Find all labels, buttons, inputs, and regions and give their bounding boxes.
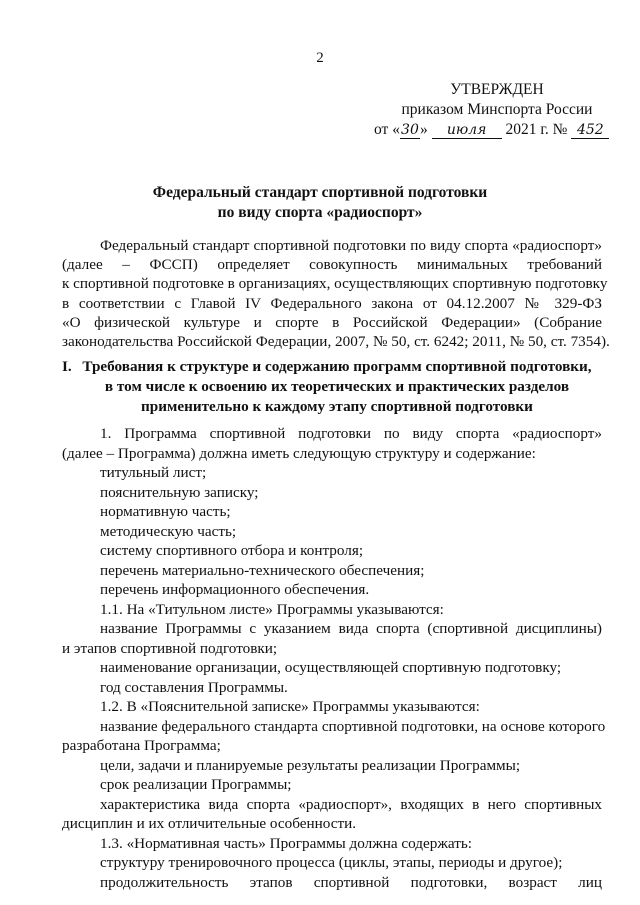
approval-order: приказом Минспорта России (401, 101, 593, 118)
body-line: год составления Программы. (100, 678, 288, 696)
date-month-handwritten: июля (432, 123, 502, 139)
title-line-2: по виду спорта «радиоспорт» (217, 204, 423, 221)
body-line: систему спортивного отбора и контроля; (100, 542, 364, 559)
body-line: 1.2. В «Пояснительной записке» Программы указываются: (100, 698, 480, 715)
body-line: срок реализации Программы; (100, 776, 292, 793)
page-number: 2 (316, 50, 324, 66)
body-line: название федерального стандарта спортивной подготовки, на основе которого (100, 717, 606, 735)
section-title-line: применительно к каждому этапу спортивной подготовки (141, 398, 533, 415)
date-prefix: от « (374, 121, 400, 138)
body-line: цели, задачи и планируемые результаты реализации Программы; (100, 756, 521, 774)
intro-line: Федеральный стандарт спортивной подготовки по виду спорта «радиоспорт» (100, 237, 602, 254)
approval-date-line (372, 120, 622, 140)
body-line: 1. Программа спортивной подготовки по виду спорта «радиоспорт» (100, 425, 602, 442)
body-line: нормативную часть; (100, 503, 231, 520)
date-day-handwritten: 30 (401, 122, 419, 138)
intro-line: «О физической культуре и спорте в Российской Федерации» (Собрание (62, 313, 602, 331)
intro-paragraph (62, 236, 610, 351)
body-line: структуру тренировочного процесса (циклы, этапы, периоды и другое); (100, 854, 563, 871)
body-line: перечень материально-технического обеспечения; (100, 561, 425, 579)
section-number: I. (62, 358, 72, 375)
body-line: характеристика вида спорта «радиоспорт», входящих в него спортивных (100, 795, 602, 813)
body-line: наименование организации, осуществляющей спортивную подготовку; (100, 659, 562, 676)
body-line: название Программы с указанием вида спорта (спортивной дисциплины) (100, 620, 602, 637)
date-year: 2021 г. № (505, 121, 568, 138)
approval-block (372, 80, 622, 140)
body-line: перечень информационного обеспечения. (100, 581, 370, 598)
body-line: дисциплин и их отличительные особенности. (62, 815, 357, 832)
approval-heading: УТВЕРЖДЕН (450, 81, 544, 98)
body-line: продолжительность этапов спортивной подготовки, возраст лиц (100, 873, 602, 891)
intro-line: к спортивной подготовке в организациях, осуществляющих спортивную подготовку (62, 275, 608, 293)
section-body (62, 424, 606, 892)
title-line-1: Федеральный стандарт спортивной подготовки (152, 184, 488, 201)
body-line: (далее – Программа) должна иметь следующую структуру и содержание: (62, 444, 536, 462)
body-line: и этапов спортивной подготовки; (62, 639, 278, 657)
body-line: пояснительную записку; (100, 483, 259, 501)
section-title-line: в том числе к освоению их теоретических и практических разделов (104, 378, 570, 395)
body-line: 1.1. На «Титульном листе» Программы указываются: (100, 600, 444, 618)
body-line: титульный лист; (100, 464, 207, 481)
intro-line: (далее – ФССП) определяет совокупность минимальных требований (62, 256, 602, 274)
body-line: методическую часть; (100, 522, 237, 540)
document-title (0, 183, 640, 223)
body-line: 1.3. «Нормативная часть» Программы должна содержать: (100, 834, 472, 852)
section-title-line: Требования к структуре и содержанию программ спортивной подготовки, (82, 358, 592, 375)
intro-line: в соответствии с Главой IV Федерального закона от 04.12.2007 № 329-ФЗ (62, 294, 602, 312)
order-number-handwritten: 452 (571, 123, 609, 139)
intro-line: законодательства Российской Федерации, 2007, № 50, ст. 6242; 2011, № 50, ст. 7354). (62, 332, 610, 350)
section-heading (62, 357, 602, 417)
date-mid: » (419, 121, 428, 138)
body-line: разработана Программа; (62, 737, 221, 754)
